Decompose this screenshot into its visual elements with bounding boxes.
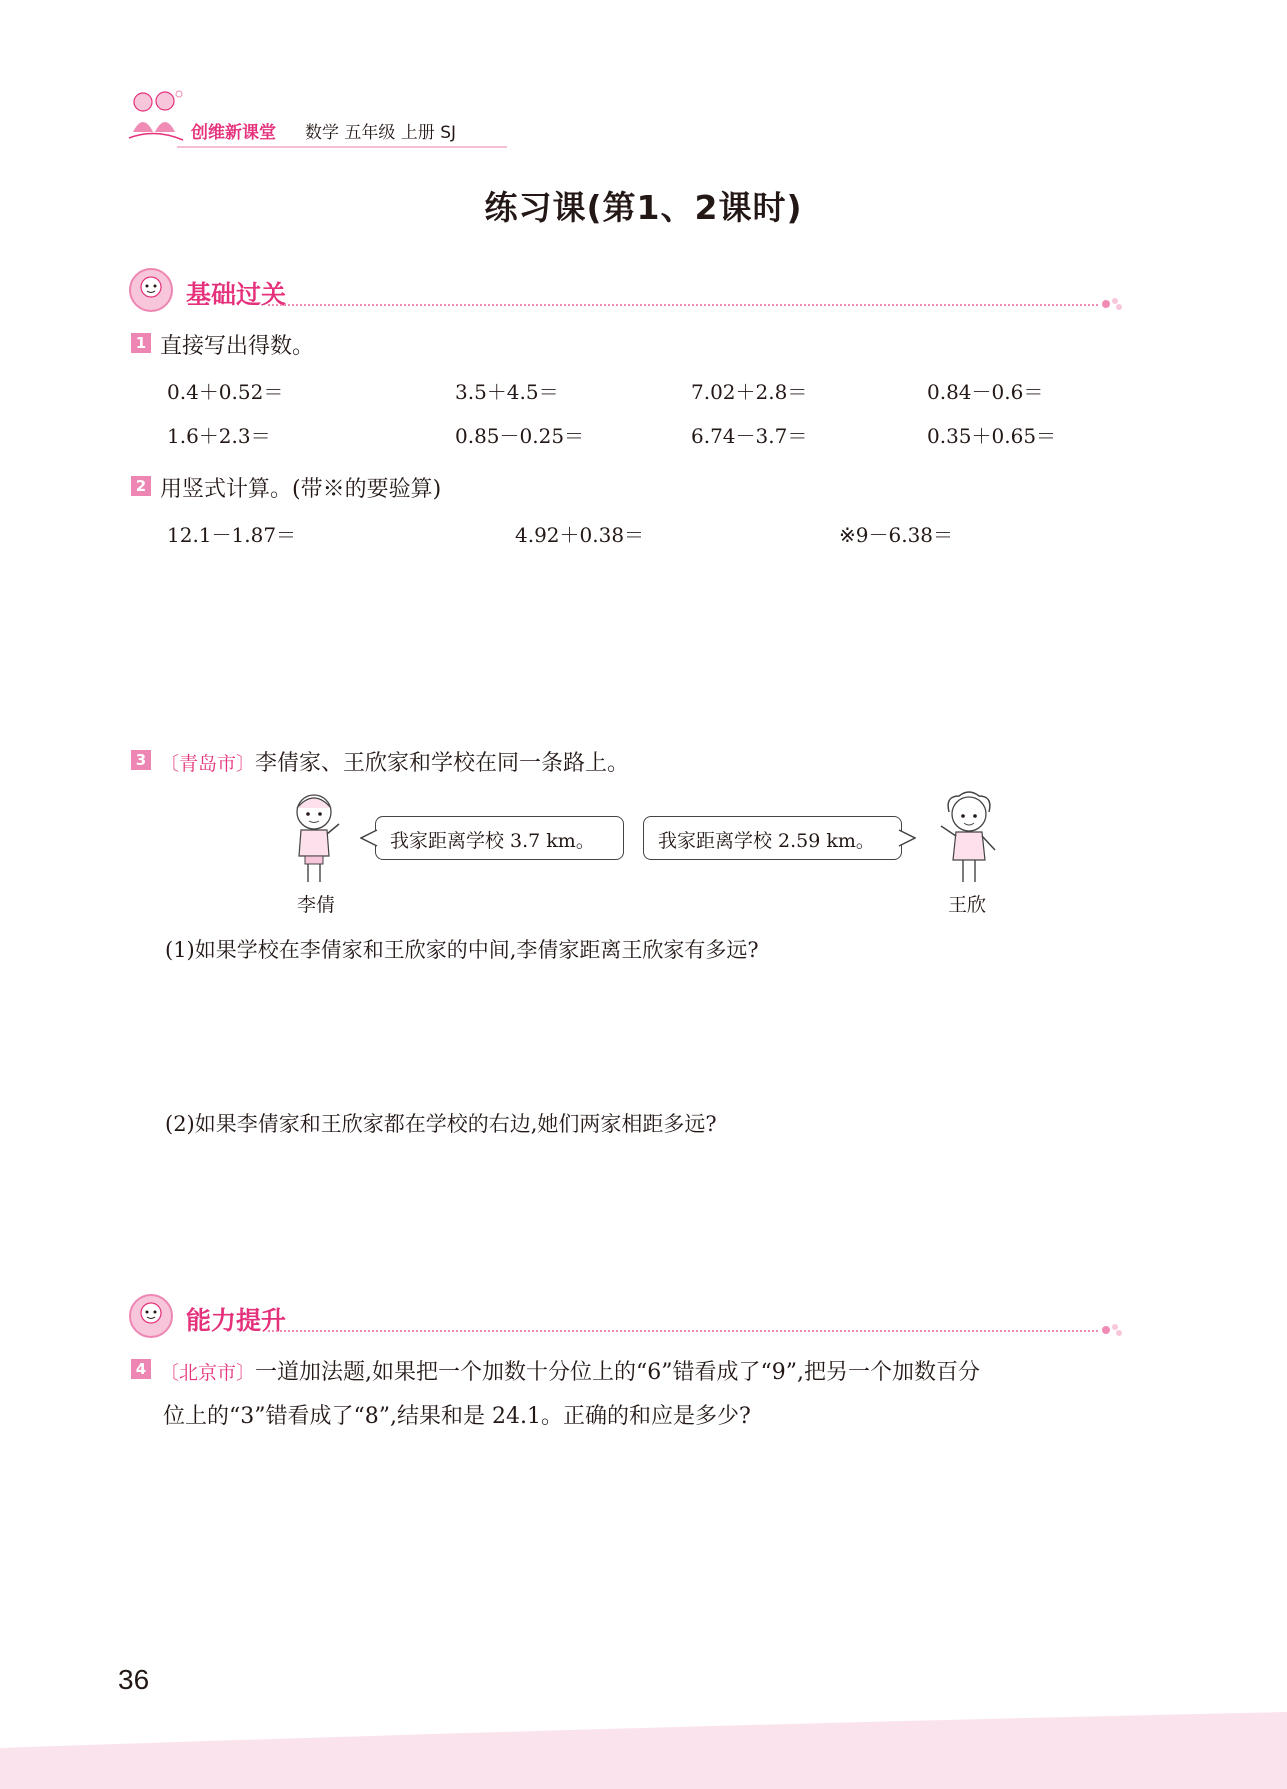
section-girl-icon bbox=[128, 267, 174, 313]
region-tag: 〔北京市〕 bbox=[160, 1362, 256, 1384]
expression: 0.4＋0.52＝ bbox=[167, 380, 284, 404]
question-number-badge: 2 bbox=[131, 476, 151, 496]
page-title: 练习课(第1、2课时) bbox=[484, 188, 803, 227]
book-info: 数学 五年级 上册 SJ bbox=[305, 123, 457, 143]
header-rule bbox=[177, 146, 507, 148]
girl-wangxin-illustration bbox=[933, 790, 1005, 886]
page-number: 36 bbox=[118, 1664, 150, 1695]
bubble-text: 我家距离学校 2.59 km。 bbox=[658, 830, 875, 852]
bubble-tail-icon bbox=[360, 828, 378, 848]
expression: 3.5＋4.5＝ bbox=[455, 380, 559, 404]
character-name: 王欣 bbox=[948, 894, 987, 916]
flower-dots-icon bbox=[1100, 296, 1124, 312]
character-name: 李倩 bbox=[297, 894, 336, 916]
question-2-text: 用竖式计算。(带※的要验算) bbox=[160, 477, 442, 502]
section-title: 基础过关 bbox=[186, 280, 287, 309]
kids-logo-icon bbox=[125, 88, 187, 150]
flower-dots-icon bbox=[1100, 1322, 1124, 1338]
question-number-badge: 4 bbox=[131, 1359, 151, 1379]
section-header-advanced bbox=[128, 1293, 1128, 1343]
region-tag: 〔青岛市〕 bbox=[160, 753, 256, 775]
expression: 7.02＋2.8＝ bbox=[691, 380, 808, 404]
question-number-badge: 3 bbox=[131, 750, 151, 770]
question-3-body: 李倩家、王欣家和学校在同一条路上。 bbox=[255, 751, 630, 776]
question-4-body: 一道加法题,如果把一个加数十分位上的“6”错看成了“9”,把另一个加数百分 bbox=[255, 1360, 980, 1385]
question-1-text: 直接写出得数。 bbox=[160, 334, 315, 359]
bottom-decorative-band bbox=[0, 1708, 1287, 1789]
section-girl-icon bbox=[128, 1293, 174, 1339]
bubble-text: 我家距离学校 3.7 km。 bbox=[390, 830, 595, 852]
bubble-tail-icon bbox=[898, 828, 916, 848]
question-4-line-1 bbox=[160, 1355, 980, 1386]
sub-question-1: (1)如果学校在李倩家和王欣家的中间,李倩家距离王欣家有多远? bbox=[165, 938, 759, 962]
section-divider bbox=[268, 1330, 1098, 1332]
expression: 1.6＋2.3＝ bbox=[167, 424, 271, 448]
section-divider bbox=[268, 304, 1098, 306]
sub-question-2: (2)如果李倩家和王欣家都在学校的右边,她们两家相距多远? bbox=[165, 1112, 717, 1136]
question-3-text bbox=[160, 746, 629, 777]
speech-bubble-left bbox=[375, 816, 624, 860]
brand-name: 创维新课堂 bbox=[191, 123, 276, 143]
expression: 0.85－0.25＝ bbox=[455, 424, 585, 448]
section-title: 能力提升 bbox=[186, 1306, 287, 1335]
expression: 4.92＋0.38＝ bbox=[515, 523, 645, 547]
page-header bbox=[125, 88, 505, 150]
question-number-badge: 1 bbox=[131, 333, 151, 353]
girl-liqian-illustration bbox=[283, 790, 345, 886]
speech-bubble-right bbox=[643, 816, 902, 860]
expression: 12.1－1.87＝ bbox=[167, 523, 297, 547]
section-header-basic bbox=[128, 267, 1128, 317]
expression: 0.35＋0.65＝ bbox=[927, 424, 1057, 448]
expression: 6.74－3.7＝ bbox=[691, 424, 808, 448]
expression: ※9－6.38＝ bbox=[839, 523, 954, 547]
expression: 0.84－0.6＝ bbox=[927, 380, 1044, 404]
question-4-line-2: 位上的“3”错看成了“8”,结果和是 24.1。正确的和应是多少? bbox=[163, 1404, 751, 1429]
